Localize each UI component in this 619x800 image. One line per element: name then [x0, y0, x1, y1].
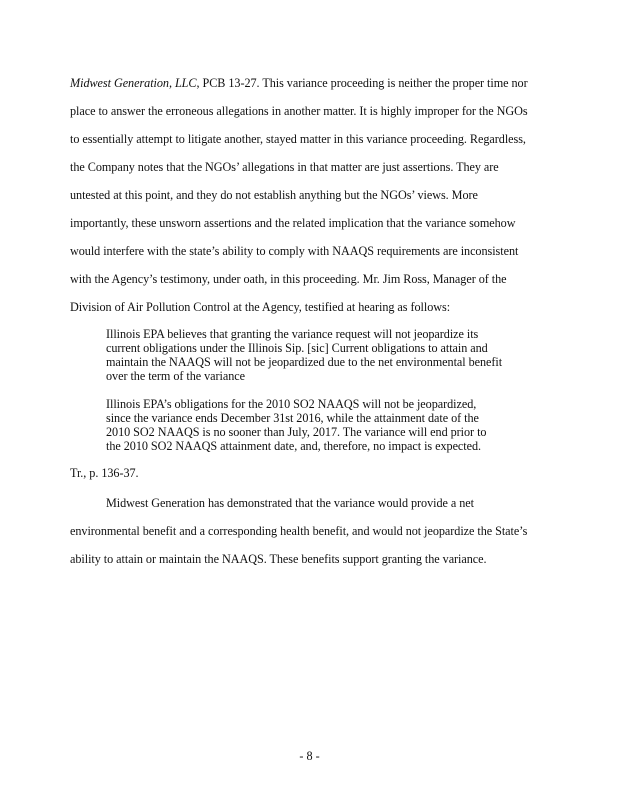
- paragraph1-line6: importantly, these unsworn assertions and the related implication that the variance somehow: [70, 216, 516, 230]
- paragraph2-line1: Midwest Generation has demonstrated that the variance would provide a net: [106, 496, 474, 510]
- quote2-line2: since the variance ends December 31st 2016, while the attainment date of the: [106, 411, 479, 425]
- paragraph1-line7: would interfere with the state’s ability to comply with NAAQS requirements are inconsistent: [70, 244, 519, 258]
- paragraph1-line8: with the Agency’s testimony, under oath, in this proceeding. Mr. Jim Ross, Manager of the: [70, 272, 507, 286]
- quote1-line4: over the term of the variance: [106, 369, 245, 383]
- quote2-line3: 2010 SO2 NAAQS is no sooner than July, 2017. The variance will end prior to: [106, 425, 487, 439]
- paragraph2-line3: ability to attain or maintain the NAAQS. These benefits support granting the variance.: [70, 552, 487, 566]
- page-number: - 8 -: [299, 749, 320, 763]
- paragraph2-line2: environmental benefit and a corresponding health benefit, and would not jeopardize the State’s: [70, 524, 528, 538]
- paragraph1-line1-rest: , PCB 13-27. This variance proceeding is neither the proper time nor: [196, 76, 528, 90]
- paragraph1-line1: [70, 76, 528, 91]
- quote1-line1: Illinois EPA believes that granting the variance request will not jeopardize its: [106, 327, 479, 341]
- paragraph1-line2: place to answer the erroneous allegations in another matter. It is highly improper for the NGOs: [70, 104, 528, 118]
- paragraph1-line5: untested at this point, and they do not establish anything but the NGOs’ views. More: [70, 188, 478, 202]
- quote1-line3: maintain the NAAQS will not be jeopardized due to the net environmental benefit: [106, 355, 503, 369]
- paragraph1-line4: the Company notes that the NGOs’ allegations in that matter are just assertions. They are: [70, 160, 499, 174]
- paragraph1-line3: to essentially attempt to litigate another, stayed matter in this variance proceeding. Regardless,: [70, 132, 526, 146]
- quote2-line1: Illinois EPA’s obligations for the 2010 SO2 NAAQS will not be jeopardized,: [106, 397, 477, 411]
- case-name: Midwest Generation, LLC: [70, 76, 197, 90]
- citation: Tr., p. 136-37.: [70, 466, 139, 480]
- paragraph1-line9: Division of Air Pollution Control at the Agency, testified at hearing as follows:: [70, 300, 451, 314]
- quote2-line4: the 2010 SO2 NAAQS attainment date, and, therefore, no impact is expected.: [106, 439, 482, 453]
- quote1-line2: current obligations under the Illinois Sip. [sic] Current obligations to attain and: [106, 341, 488, 355]
